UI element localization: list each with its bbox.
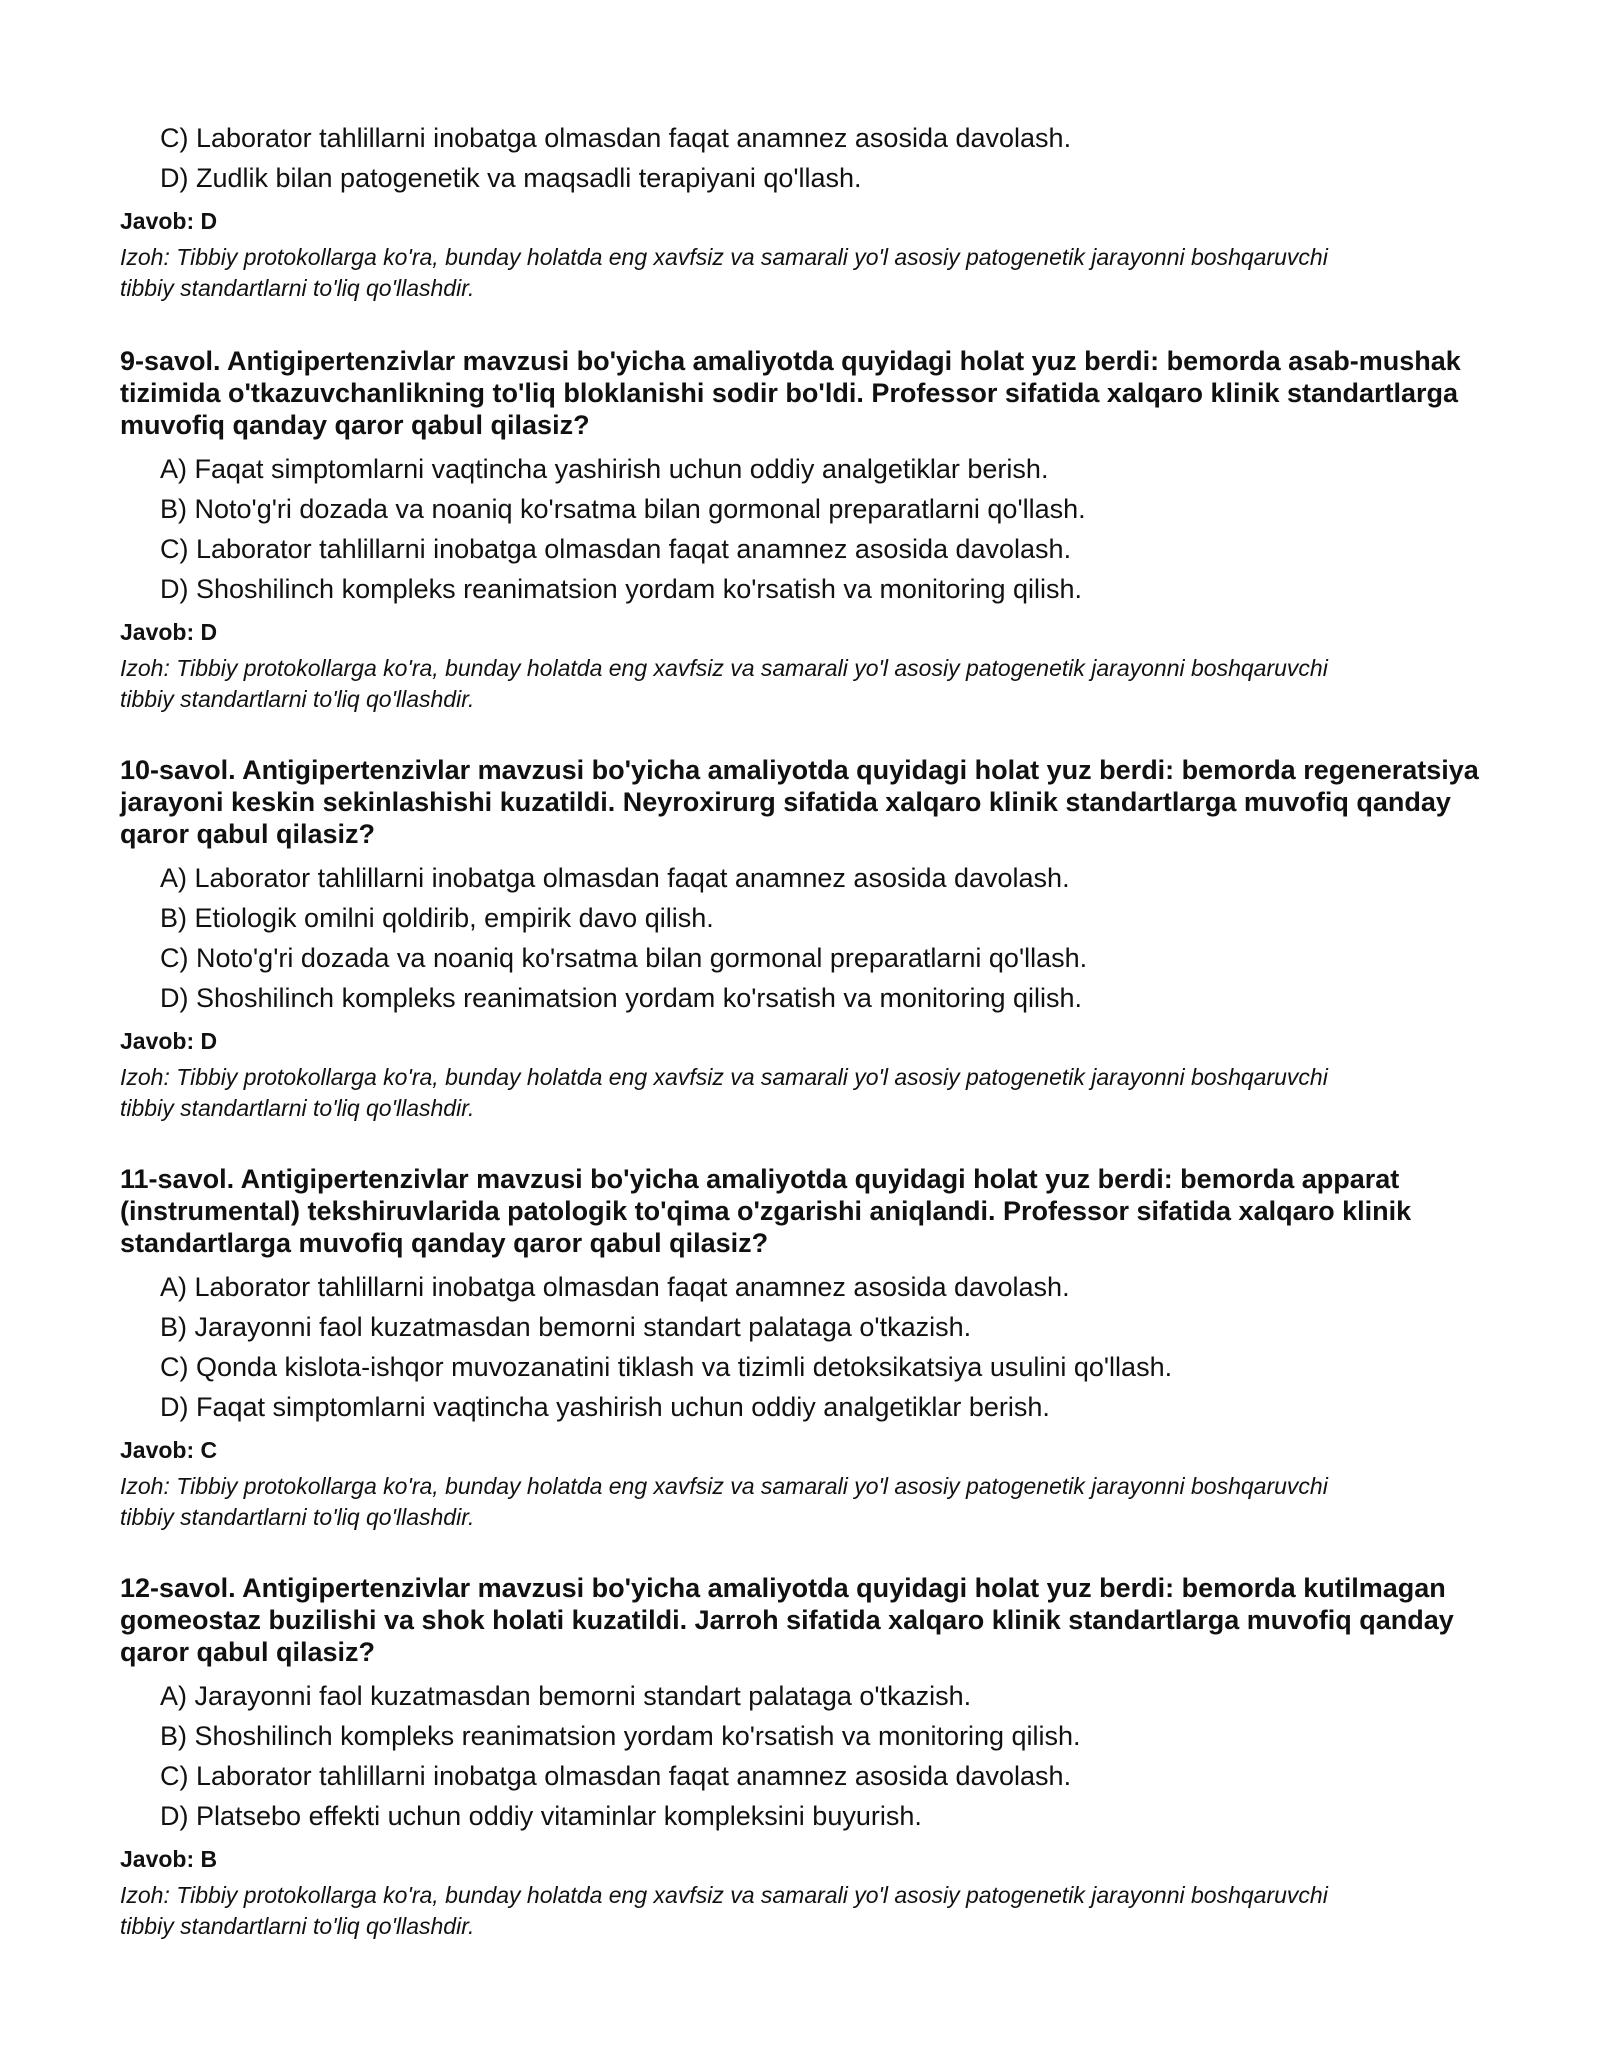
option-d: D) Shoshilinch kompleks reanimatsion yordam ko'rsatish va monitoring qilish.: [160, 574, 1083, 604]
question-block-11: [120, 1163, 1500, 1533]
option-c: C) Noto'g'ri dozada va noaniq ko'rsatma bilan gormonal preparatlarni qo'llash.: [160, 943, 1088, 973]
answer: Javob: D: [120, 208, 218, 234]
options-list: [120, 118, 1500, 198]
option-b: B) Shoshilinch kompleks reanimatsion yordam ko'rsatish va monitoring qilish.: [160, 1721, 1081, 1751]
option-c: C) Laborator tahlillarni inobatga olmasdan faqat anamnez asosida davolash.: [160, 123, 1072, 153]
options-list: [120, 858, 1500, 1018]
answer: Javob: D: [120, 619, 218, 645]
explanation: Izoh: Tibbiy protokollarga ko'ra, bunday holatda eng xavfsiz va samarali yo'l asosiy patogenetik jarayonni boshqaruvchi tibbiy standartlarni to'liq qo'llashdir.: [120, 655, 1328, 712]
option-d: D) Zudlik bilan patogenetik va maqsadli terapiyani qo'llash.: [160, 163, 862, 193]
explanation: Izoh: Tibbiy protokollarga ko'ra, bunday holatda eng xavfsiz va samarali yo'l asosiy patogenetik jarayonni boshqaruvchi tibbiy standartlarni to'liq qo'llashdir.: [120, 1882, 1328, 1939]
options-list: [120, 1267, 1500, 1427]
question-title: 10-savol. Antigipertenzivlar mavzusi bo'yicha amaliyotda quyidagi holat yuz berdi: bemorda regeneratsiya jarayoni keskin sekinlashishi kuzatildi. Neyroxirurg sifatida xalqaro klinik standartlarga muvofiq qanday qaror qabul qilasiz?: [120, 755, 1479, 849]
option-a: A) Laborator tahlillarni inobatga olmasdan faqat anamnez asosida davolash.: [160, 1272, 1070, 1302]
question-block-9: [120, 345, 1500, 715]
option-d: D) Faqat simptomlarni vaqtincha yashirish uchun oddiy analgetiklar berish.: [160, 1392, 1050, 1422]
explanation: Izoh: Tibbiy protokollarga ko'ra, bunday holatda eng xavfsiz va samarali yo'l asosiy patogenetik jarayonni boshqaruvchi tibbiy standartlarni to'liq qo'llashdir.: [120, 1064, 1328, 1121]
answer: Javob: D: [120, 1028, 218, 1054]
explanation: Izoh: Tibbiy protokollarga ko'ra, bunday holatda eng xavfsiz va samarali yo'l asosiy patogenetik jarayonni boshqaruvchi tibbiy standartlarni to'liq qo'llashdir.: [120, 244, 1328, 301]
option-d: D) Shoshilinch kompleks reanimatsion yordam ko'rsatish va monitoring qilish.: [160, 983, 1083, 1013]
option-c: C) Qonda kislota-ishqor muvozanatini tiklash va tizimli detoksikatsiya usulini qo'llash.: [160, 1352, 1173, 1382]
question-title: 9-savol. Antigipertenzivlar mavzusi bo'yicha amaliyotda quyidagi holat yuz berdi: bemorda asab-mushak tizimida o'tkazuvchanlikning to'liq bloklanishi sodir bo'ldi. Professor sifatida xalqaro klinik standartlarga muvofiq qanday qaror qabul qilasiz?: [120, 346, 1461, 440]
question-block-10: [120, 754, 1500, 1124]
option-c: C) Laborator tahlillarni inobatga olmasdan faqat anamnez asosida davolash.: [160, 534, 1072, 564]
question-block-12: [120, 1572, 1500, 1942]
option-c: C) Laborator tahlillarni inobatga olmasdan faqat anamnez asosida davolash.: [160, 1761, 1072, 1791]
option-a: A) Faqat simptomlarni vaqtincha yashirish uchun oddiy analgetiklar berish.: [160, 454, 1049, 484]
option-b: B) Jarayonni faol kuzatmasdan bemorni standart palataga o'tkazish.: [160, 1312, 972, 1342]
option-d: D) Platsebo effekti uchun oddiy vitaminlar kompleksini buyurish.: [160, 1801, 922, 1831]
answer: Javob: B: [120, 1846, 218, 1872]
answer: Javob: C: [120, 1437, 218, 1463]
question-title: 11-savol. Antigipertenzivlar mavzusi bo'yicha amaliyotda quyidagi holat yuz berdi: bemorda apparat (instrumental) tekshiruvlarida patologik to'qima o'zgarishi aniqlandi. Professor sifatida xalqaro klinik standartlarga muvofiq qanday qaror qabul qilasiz?: [120, 1164, 1412, 1258]
option-a: A) Laborator tahlillarni inobatga olmasdan faqat anamnez asosida davolash.: [160, 863, 1070, 893]
explanation: Izoh: Tibbiy protokollarga ko'ra, bunday holatda eng xavfsiz va samarali yo'l asosiy patogenetik jarayonni boshqaruvchi tibbiy standartlarni to'liq qo'llashdir.: [120, 1473, 1328, 1530]
option-b: B) Etiologik omilni qoldirib, empirik davo qilish.: [160, 903, 714, 933]
options-list: [120, 1676, 1500, 1836]
option-b: B) Noto'g'ri dozada va noaniq ko'rsatma bilan gormonal preparatlarni qo'llash.: [160, 494, 1086, 524]
option-a: A) Jarayonni faol kuzatmasdan bemorni standart palataga o'tkazish.: [160, 1681, 972, 1711]
question-block-continued: [120, 118, 1500, 304]
options-list: [120, 449, 1500, 609]
question-title: 12-savol. Antigipertenzivlar mavzusi bo'yicha amaliyotda quyidagi holat yuz berdi: bemorda kutilmagan gomeostaz buzilishi va shok holati kuzatildi. Jarroh sifatida xalqaro klinik standartlarga muvofiq qanday qaror qabul qilasiz?: [120, 1573, 1454, 1667]
